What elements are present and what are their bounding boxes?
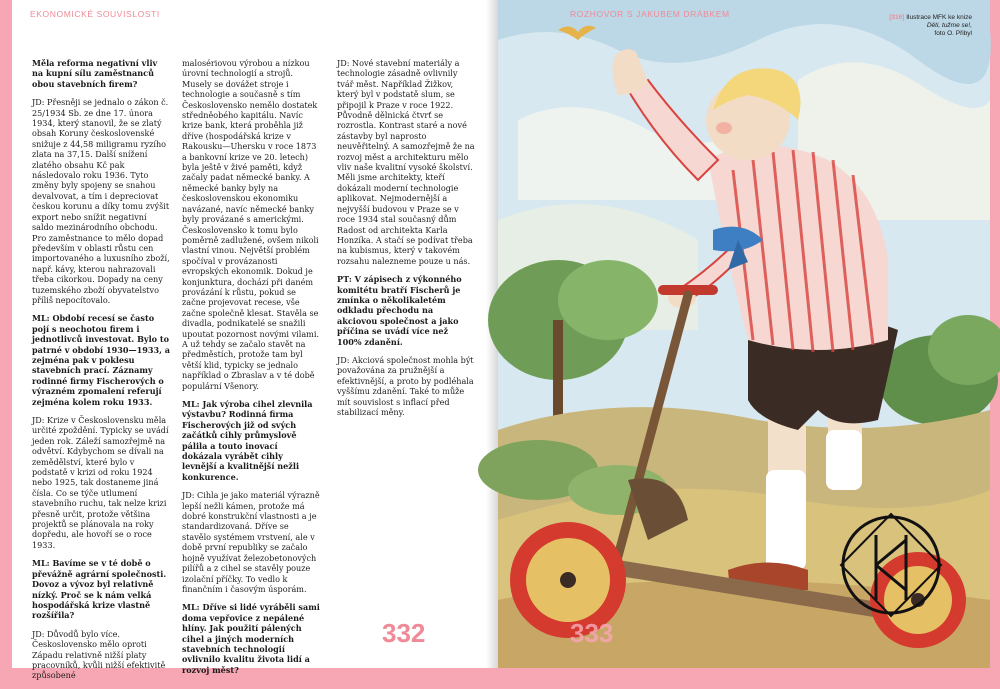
interview-question: Měla reforma negativní vliv na kupní sílu zaměstnanců obou stavebních firem? <box>32 58 158 89</box>
caption-credit: foto O. Přibyl <box>934 30 972 37</box>
interview-question: ML: Dříve si lidé vyráběli sami doma vepřovice z nepálené hlíny. Jak použití pálených cihel a jiných moderních stavebních technologií ovlivnilo kvalitu života lidí a rozvoj měst? <box>182 602 320 675</box>
interview-answer: JD: Přesněji se jednalo o zákon č. 25/1934 Sb. ze dne 17. února 1934, který stanovil, že se zlatý obsah Koruny československé snižuje z 44,58 miligramu ryzího zlata na 37,15. Další snížení zlatého obsahu Kč pak následovalo roku 1936. Tyto změny byly spojeny se snahou devalvovat, a tím i depreciovat českou korunu a díky tomu zvýšit export nebo snížit negativní saldo mezinárodního obchodu. Pro zaměstnance to mělo dopad především v oblasti růstu cen importovaného a luxusního zboží, např. kávy, kterou nahrazovali třeba cikorkou. Dopady na ceny tuzemského zboží obyvatelstvo příliš nepocítovalo. <box>32 97 170 305</box>
interview-answer: JD: Nové stavební materiály a technologie zásadně ovlivnily tvář měst. Například Žižkov, který byl v podstatě slum, se připojil k Praze v roce 1922. Původně dělnická čtvrť se rozrostla. Kontrast staré a nové zástavby byl naprosto neuvěřitelný. A samozřejmě že na rozvoj měst a architekturu mělo vliv naše kvalitní vysoké školství. Měli jsme architekty, kteří dokázali moderní technologie aplikovat. Nejmodernější a nejvyšší budovou v Praze se v roce 1934 stal současný dům Radost od architekta Karla Honzíka. A stačí se podívat třeba na kubismus, který v takovém rozsahu nalezneme pouze u nás. <box>337 58 475 266</box>
interview-answer: malosériovou výrobou a nízkou úrovní technologií a strojů. Musely se dovážet stroje i technologie a současně s tím Československo nemělo dostatek středněobého kapitálu. Navíc krize bank, která proběhla již dříve (hospodářská krize v Rakousku—Uhersku v roce 1873 a bankovní krize ve 20. letech) byla ještě v živé paměti, když začaly padat německé banky. A německé banky byly na československou ekonomiku navázané, navíc německé banky byly provázané s americkými. Československo k tomu bylo poměrně zadlužené, ovšem nikoli vlastní vinou. Největší problém spočíval v provázanosti evropských ekonomik. Dokud je konjunktura, dochází při daném provázání k růstu, pokud se začne projevovat recese, vše začne společně klesat. Stavěla se divadla, podnikatelé se snažili upoutat pozornost novými vilami. A už tehdy se začalo stavět na předměstích, protože tam byl větší klid, typicky se jednalo například o Zbraslav a v té době populární Všenory. <box>182 58 319 391</box>
interview-question: ML: Jak výroba cihel zlevnila výstavbu? Rodinná firma Fischerových již od svých začátků cihly průmyslově pálila a touto inovací dokázala vyrábět cihly levnější a kvalitnější nežli konkurence. <box>182 399 313 482</box>
running-head-right: ROZHOVOR S JAKUBEM DRÁBKEM <box>570 9 730 19</box>
image-caption <box>872 14 972 38</box>
ornament-logo-icon <box>836 510 946 620</box>
running-head-left: EKONOMICKÉ SOUVISLOSTI <box>30 9 160 19</box>
caption-book: Děti, tužme se!, <box>926 22 972 29</box>
left-page <box>12 0 498 681</box>
caption-title: Ilustrace MFK ke knize <box>906 14 972 21</box>
page-number-left: 332 <box>382 618 426 648</box>
page-number-right: 333 <box>570 618 614 648</box>
interview-question: PT: V zápisech z výkonného komitétu bratří Fischerů je zmínka o několikaletém odkladu přechodu na akciovou společnost a jako příčina se uvádí více než 100% zdanění. <box>337 274 462 347</box>
caption-number: [316] <box>889 14 905 21</box>
interview-question: ML: Bavíme se v té době o převážně agrární společnosti. Dovoz a vývoz byl relativně nízký. Proč se k nám velká hospodářská krize vlastně rozšířila? <box>32 558 167 621</box>
interview-answer: JD: Důvodů bylo více. Československo mělo oproti Západu relativně nižší platy pracovníků, kvůli nižší efektivitě způsobené <box>32 628 166 681</box>
interview-answer: JD: Cihla je jako materiál výrazně lepší nežli kámen, protože má dobré konstrukční vlastnosti a je standardizovaná. Dříve se stavělo systémem vrstvení, ale v době první republiky se začalo hojně využívat železobetonových pilířů a z cihel se stavěly pouze izolační příčky. To vedlo k finančním i časovým úsporám. <box>182 490 320 594</box>
text-column-1 <box>32 58 170 689</box>
text-column-2 <box>182 58 320 683</box>
interview-answer: JD: Akciová společnost mohla být považována za pružnější a efektivnější, a proto by podléhala vyššímu zdanění. Také to může mít souvislost s inflací před stabilizací měny. <box>337 354 474 417</box>
interview-answer: JD: Krize v Československu měla určité zpoždění. Typicky se uvádí jeden rok. Záleží samozřejmě na odvětví. Kdybychom se dívali na zemědělství, které bylo v podstatě v krizi od roku 1924 nebo 1925, tak dostaneme jiná čísla. Co se týče utlumení stavebního ruchu, tak nelze krizi přesně určit, protože většina projektů se plánovala na roky dopředu, ale hovoří se o roce 1933. <box>32 415 169 550</box>
interview-question: ML: Období recesí se často pojí s neochotou firem i jednotlivců investovat. Bylo to patrné v období 1930—1933, a zejména pak v poklesu stavebních prací. Záznamy rodinné firmy Fischerových o výrazném zpomalení referují zejména kolem roku 1933. <box>32 313 170 407</box>
text-column-3 <box>337 58 475 425</box>
right-page <box>498 0 990 668</box>
